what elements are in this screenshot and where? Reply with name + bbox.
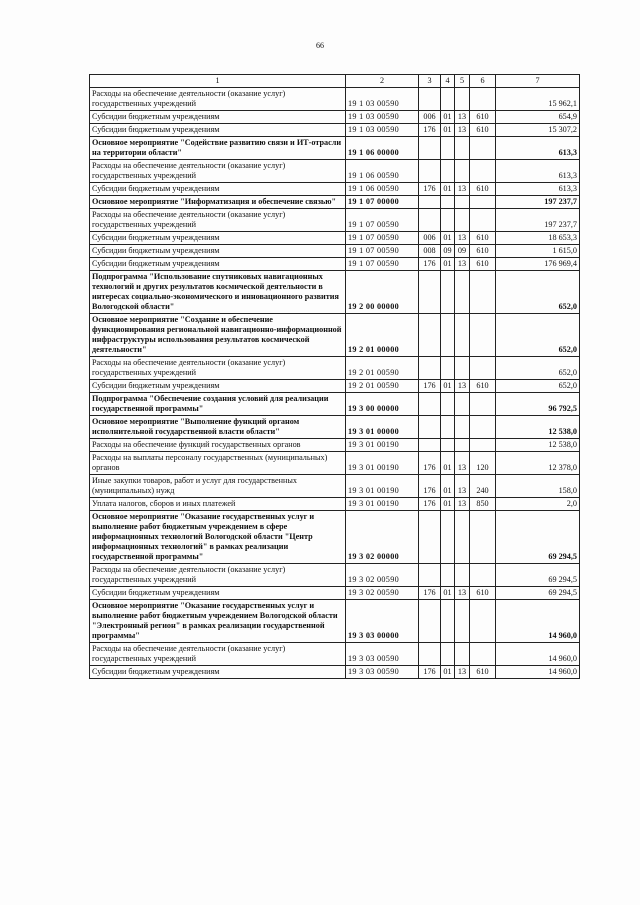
header-cell-4: 4 — [441, 75, 455, 88]
row-col3-cell: 176 — [419, 452, 441, 475]
row-col5-cell — [455, 209, 470, 232]
row-amount-cell: 69 294,5 — [496, 587, 580, 600]
row-col6-cell — [470, 88, 496, 111]
row-col6-cell: 240 — [470, 475, 496, 498]
row-col5-cell — [455, 88, 470, 111]
table-row — [90, 643, 580, 666]
row-name-cell: Подпрограмма "Использование спутниковых навигационных технологий и других результатов космической деятельности в интересах социально-экономического и инновационного развития Вологодской области" — [90, 271, 346, 314]
row-col6-cell — [470, 137, 496, 160]
row-amount-cell: 652,0 — [496, 380, 580, 393]
row-code-cell: 19 3 01 00190 — [346, 475, 419, 498]
row-col6-cell: 120 — [470, 452, 496, 475]
row-name-cell: Основное мероприятие "Информатизация и обеспечение связью" — [90, 196, 346, 209]
row-col6-cell — [470, 196, 496, 209]
row-name-cell: Основное мероприятие "Оказание государственных услуг и выполнение работ бюджетным учреждением в сфере информационных технологий Вологодской области "Центр информационных технологий" в рамках реализации государственной программы" — [90, 511, 346, 564]
row-col6-cell — [470, 357, 496, 380]
row-name-cell: Расходы на выплаты персоналу государственных (муниципальных) органов — [90, 452, 346, 475]
row-col5-cell — [455, 271, 470, 314]
row-code-cell: 19 1 06 00590 — [346, 183, 419, 196]
header-cell-5: 5 — [455, 75, 470, 88]
row-code-cell: 19 2 01 00590 — [346, 380, 419, 393]
row-code-cell: 19 3 03 00590 — [346, 666, 419, 679]
row-col4-cell: 09 — [441, 245, 455, 258]
row-col3-cell — [419, 137, 441, 160]
row-name-cell: Расходы на обеспечение деятельности (оказание услуг) государственных учреждений — [90, 357, 346, 380]
row-name-cell: Расходы на обеспечение функций государственных органов — [90, 439, 346, 452]
row-amount-cell: 69 294,5 — [496, 511, 580, 564]
row-code-cell: 19 2 01 00590 — [346, 357, 419, 380]
row-col6-cell — [470, 209, 496, 232]
row-col3-cell — [419, 511, 441, 564]
row-col5-cell: 13 — [455, 666, 470, 679]
table-row — [90, 124, 580, 137]
table-row — [90, 183, 580, 196]
row-amount-cell: 15 307,2 — [496, 124, 580, 137]
table-row — [90, 475, 580, 498]
row-amount-cell: 613,3 — [496, 160, 580, 183]
row-code-cell: 19 1 07 00590 — [346, 232, 419, 245]
row-col6-cell — [470, 439, 496, 452]
row-col5-cell — [455, 439, 470, 452]
row-col4-cell — [441, 564, 455, 587]
row-col6-cell: 610 — [470, 258, 496, 271]
row-col5-cell: 13 — [455, 498, 470, 511]
row-name-cell: Основное мероприятие "Оказание государственных услуг и выполнение работ бюджетным учреждением Вологодской области "Электронный регион" в рамках реализации государственной программы" — [90, 600, 346, 643]
row-name-cell: Расходы на обеспечение деятельности (оказание услуг) государственных учреждений — [90, 564, 346, 587]
row-amount-cell: 14 960,0 — [496, 600, 580, 643]
row-amount-cell: 652,0 — [496, 314, 580, 357]
row-code-cell: 19 3 01 00190 — [346, 439, 419, 452]
table-row — [90, 600, 580, 643]
row-col6-cell: 610 — [470, 183, 496, 196]
row-name-cell: Субсидии бюджетным учреждениям — [90, 124, 346, 137]
row-name-cell: Субсидии бюджетным учреждениям — [90, 232, 346, 245]
row-col3-cell — [419, 439, 441, 452]
row-col4-cell: 01 — [441, 452, 455, 475]
row-amount-cell: 652,0 — [496, 271, 580, 314]
row-col5-cell: 13 — [455, 380, 470, 393]
row-col6-cell — [470, 393, 496, 416]
row-code-cell: 19 1 06 00590 — [346, 160, 419, 183]
row-code-cell: 19 1 03 00590 — [346, 88, 419, 111]
row-col3-cell: 006 — [419, 111, 441, 124]
table-row — [90, 232, 580, 245]
row-col4-cell — [441, 357, 455, 380]
row-col6-cell: 610 — [470, 380, 496, 393]
row-col4-cell — [441, 88, 455, 111]
row-amount-cell: 14 960,0 — [496, 666, 580, 679]
row-code-cell: 19 1 07 00590 — [346, 245, 419, 258]
row-amount-cell: 197 237,7 — [496, 209, 580, 232]
row-col4-cell: 01 — [441, 111, 455, 124]
row-col4-cell — [441, 439, 455, 452]
row-col6-cell: 610 — [470, 232, 496, 245]
row-col5-cell — [455, 643, 470, 666]
row-col3-cell — [419, 357, 441, 380]
row-col4-cell — [441, 271, 455, 314]
row-code-cell: 19 1 07 00000 — [346, 196, 419, 209]
row-amount-cell: 12 538,0 — [496, 416, 580, 439]
row-amount-cell: 69 294,5 — [496, 564, 580, 587]
row-col4-cell — [441, 314, 455, 357]
table-row — [90, 111, 580, 124]
row-amount-cell: 613,3 — [496, 183, 580, 196]
row-col6-cell — [470, 564, 496, 587]
table-row — [90, 357, 580, 380]
header-cell-6: 6 — [470, 75, 496, 88]
row-col3-cell — [419, 643, 441, 666]
row-col4-cell: 01 — [441, 232, 455, 245]
row-name-cell: Расходы на обеспечение деятельности (оказание услуг) государственных учреждений — [90, 209, 346, 232]
row-code-cell: 19 3 01 00190 — [346, 452, 419, 475]
table-row — [90, 209, 580, 232]
row-code-cell: 19 1 03 00590 — [346, 124, 419, 137]
row-col3-cell: 176 — [419, 124, 441, 137]
row-code-cell: 19 3 03 00000 — [346, 600, 419, 643]
table-row — [90, 498, 580, 511]
row-amount-cell: 12 538,0 — [496, 439, 580, 452]
row-col6-cell — [470, 314, 496, 357]
table-row — [90, 137, 580, 160]
header-row — [90, 75, 580, 88]
row-amount-cell: 18 653,3 — [496, 232, 580, 245]
row-amount-cell: 2,0 — [496, 498, 580, 511]
row-amount-cell: 96 792,5 — [496, 393, 580, 416]
row-col4-cell — [441, 137, 455, 160]
row-amount-cell: 1 615,0 — [496, 245, 580, 258]
row-col5-cell: 13 — [455, 232, 470, 245]
header-cell-2: 2 — [346, 75, 419, 88]
row-name-cell: Расходы на обеспечение деятельности (оказание услуг) государственных учреждений — [90, 643, 346, 666]
row-col4-cell — [441, 511, 455, 564]
row-col5-cell: 09 — [455, 245, 470, 258]
row-code-cell: 19 1 03 00590 — [346, 111, 419, 124]
table-row — [90, 271, 580, 314]
row-name-cell: Основное мероприятие "Содействие развитию связи и ИТ-отрасли на территории области" — [90, 137, 346, 160]
table-row — [90, 393, 580, 416]
row-col4-cell — [441, 416, 455, 439]
row-col3-cell: 006 — [419, 232, 441, 245]
row-col4-cell: 01 — [441, 380, 455, 393]
row-name-cell: Уплата налогов, сборов и иных платежей — [90, 498, 346, 511]
table-row — [90, 245, 580, 258]
row-code-cell: 19 1 07 00590 — [346, 258, 419, 271]
row-name-cell: Расходы на обеспечение деятельности (оказание услуг) государственных учреждений — [90, 160, 346, 183]
row-col3-cell — [419, 88, 441, 111]
row-col4-cell: 01 — [441, 124, 455, 137]
row-amount-cell: 197 237,7 — [496, 196, 580, 209]
row-col3-cell — [419, 314, 441, 357]
table-row — [90, 666, 580, 679]
row-col6-cell: 610 — [470, 124, 496, 137]
row-col3-cell — [419, 209, 441, 232]
row-code-cell: 19 3 02 00590 — [346, 587, 419, 600]
row-col3-cell — [419, 393, 441, 416]
row-name-cell: Подпрограмма "Обеспечение создания условий для реализации государственной программы" — [90, 393, 346, 416]
row-name-cell: Основное мероприятие "Создание и обеспечение функционирования региональной навигационно-информационной инфраструктуры использования результатов космической деятельности" — [90, 314, 346, 357]
table-row — [90, 439, 580, 452]
row-amount-cell: 613,3 — [496, 137, 580, 160]
row-col6-cell: 610 — [470, 245, 496, 258]
row-col6-cell — [470, 511, 496, 564]
row-name-cell: Субсидии бюджетным учреждениям — [90, 380, 346, 393]
row-col6-cell — [470, 416, 496, 439]
table-row — [90, 587, 580, 600]
row-code-cell: 19 1 06 00000 — [346, 137, 419, 160]
row-name-cell: Субсидии бюджетным учреждениям — [90, 111, 346, 124]
row-col3-cell — [419, 416, 441, 439]
table-row — [90, 258, 580, 271]
page-number: 66 — [316, 41, 324, 50]
row-col5-cell: 13 — [455, 111, 470, 124]
row-name-cell: Субсидии бюджетным учреждениям — [90, 587, 346, 600]
row-col4-cell — [441, 393, 455, 416]
row-col5-cell — [455, 196, 470, 209]
row-col5-cell — [455, 357, 470, 380]
row-name-cell: Субсидии бюджетным учреждениям — [90, 183, 346, 196]
row-col6-cell — [470, 600, 496, 643]
row-col5-cell: 13 — [455, 258, 470, 271]
row-col5-cell — [455, 564, 470, 587]
header-cell-1: 1 — [90, 75, 346, 88]
row-col6-cell — [470, 160, 496, 183]
row-code-cell: 19 3 03 00590 — [346, 643, 419, 666]
row-amount-cell: 652,0 — [496, 357, 580, 380]
row-col3-cell — [419, 600, 441, 643]
header-cell-7: 7 — [496, 75, 580, 88]
row-name-cell: Субсидии бюджетным учреждениям — [90, 245, 346, 258]
row-amount-cell: 15 962,1 — [496, 88, 580, 111]
row-name-cell: Субсидии бюджетным учреждениям — [90, 258, 346, 271]
table-row — [90, 314, 580, 357]
row-col4-cell: 01 — [441, 258, 455, 271]
row-col6-cell: 610 — [470, 666, 496, 679]
row-col3-cell: 176 — [419, 380, 441, 393]
table-row — [90, 196, 580, 209]
row-col4-cell: 01 — [441, 587, 455, 600]
row-col3-cell: 176 — [419, 587, 441, 600]
row-code-cell: 19 2 01 00000 — [346, 314, 419, 357]
budget-table — [89, 74, 580, 679]
row-col6-cell: 850 — [470, 498, 496, 511]
row-col4-cell: 01 — [441, 475, 455, 498]
row-code-cell: 19 3 00 00000 — [346, 393, 419, 416]
table-row — [90, 564, 580, 587]
row-col6-cell — [470, 643, 496, 666]
row-col3-cell: 176 — [419, 666, 441, 679]
row-col3-cell: 176 — [419, 258, 441, 271]
row-col6-cell: 610 — [470, 587, 496, 600]
row-amount-cell: 176 969,4 — [496, 258, 580, 271]
row-col6-cell — [470, 271, 496, 314]
row-col5-cell — [455, 511, 470, 564]
row-name-cell: Иные закупки товаров, работ и услуг для государственных (муниципальных) нужд — [90, 475, 346, 498]
table-row — [90, 88, 580, 111]
row-col3-cell — [419, 196, 441, 209]
row-col4-cell — [441, 209, 455, 232]
row-col4-cell — [441, 160, 455, 183]
row-name-cell: Расходы на обеспечение деятельности (оказание услуг) государственных учреждений — [90, 88, 346, 111]
row-name-cell: Основное мероприятие "Выполнение функций органом исполнительной государственной власти области" — [90, 416, 346, 439]
row-col4-cell: 01 — [441, 183, 455, 196]
row-col4-cell: 01 — [441, 666, 455, 679]
row-col5-cell: 13 — [455, 587, 470, 600]
row-col4-cell: 01 — [441, 498, 455, 511]
table-row — [90, 452, 580, 475]
row-col5-cell — [455, 393, 470, 416]
table-row — [90, 380, 580, 393]
row-col5-cell: 13 — [455, 452, 470, 475]
row-col3-cell: 008 — [419, 245, 441, 258]
table-row — [90, 160, 580, 183]
row-col3-cell — [419, 160, 441, 183]
row-name-cell: Субсидии бюджетным учреждениям — [90, 666, 346, 679]
row-col4-cell — [441, 600, 455, 643]
row-col4-cell — [441, 643, 455, 666]
row-col5-cell: 13 — [455, 183, 470, 196]
row-col5-cell — [455, 416, 470, 439]
row-code-cell: 19 2 00 00000 — [346, 271, 419, 314]
row-col6-cell: 610 — [470, 111, 496, 124]
row-code-cell: 19 3 02 00000 — [346, 511, 419, 564]
row-amount-cell: 654,9 — [496, 111, 580, 124]
row-code-cell: 19 3 01 00000 — [346, 416, 419, 439]
row-col3-cell: 176 — [419, 475, 441, 498]
row-code-cell: 19 3 01 00190 — [346, 498, 419, 511]
row-col5-cell — [455, 137, 470, 160]
table-row — [90, 416, 580, 439]
row-col3-cell: 176 — [419, 183, 441, 196]
row-amount-cell: 12 378,0 — [496, 452, 580, 475]
row-col5-cell: 13 — [455, 124, 470, 137]
row-col5-cell — [455, 314, 470, 357]
row-col5-cell — [455, 160, 470, 183]
row-code-cell: 19 3 02 00590 — [346, 564, 419, 587]
row-col3-cell — [419, 271, 441, 314]
row-code-cell: 19 1 07 00590 — [346, 209, 419, 232]
row-col4-cell — [441, 196, 455, 209]
table-body — [90, 75, 580, 679]
header-cell-3: 3 — [419, 75, 441, 88]
table-row — [90, 511, 580, 564]
row-col5-cell: 13 — [455, 475, 470, 498]
row-amount-cell: 14 960,0 — [496, 643, 580, 666]
row-col3-cell: 176 — [419, 498, 441, 511]
row-col3-cell — [419, 564, 441, 587]
row-col5-cell — [455, 600, 470, 643]
row-amount-cell: 158,0 — [496, 475, 580, 498]
